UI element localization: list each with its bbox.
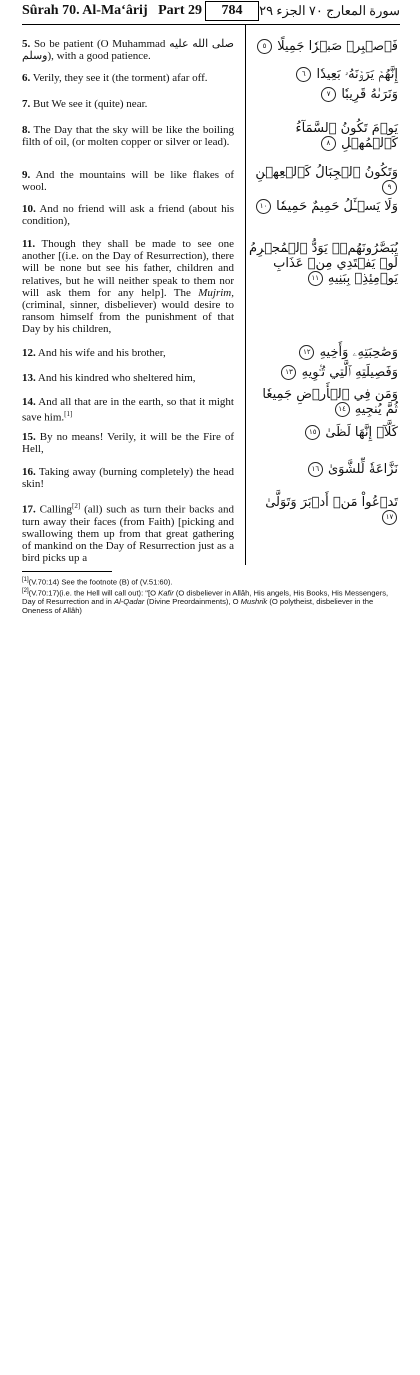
page	[22, 0, 400, 565]
verse-11: 11. Though they shall be made to see one another [(i.e. on the Day of Resurrection), there will be none but see his father, children and relatives, but he will neither speak to them nor will ask them for any help]. The Mujrim, (criminal, sinner, disbeliever) would desire to ransom himself from the punishment of that Day by his children,	[22, 238, 234, 336]
verse-17: 17. Calling[2] (all) such as turn their backs and turn away their faces (from Faith) [picking and swallowing them up from that great gathering of mankind on the Day of Resurrection just as a bird picks up a	[22, 502, 235, 565]
footnotes	[22, 576, 402, 615]
verse-14: 14. And all that are in the earth, so that it might save him.[1]	[22, 396, 234, 424]
arabic-verse-12: وَصَٰحِبَتِهِۦ وَأَخِيهِ ١٢	[248, 345, 398, 360]
verse-9: 9. And the mountains will be like flakes of wool.	[22, 169, 234, 194]
arabic-verse-15: كَلَّآۖ إِنَّهَا لَظَىٰ ١٥	[248, 425, 398, 440]
verse-end-mark: ١٦	[308, 462, 323, 477]
arabic-verse-10: وَلَا يَسۡـَٔلُ حَمِيمٌ حَمِيمٗا ١٠	[248, 199, 398, 214]
arabic-verse-6: إِنَّهُمۡ يَرَوۡنَهُۥ بَعِيدٗا ٦	[248, 67, 398, 82]
arabic-verse-16: نَزَّاعَةٗ لِّلشَّوَىٰ ١٦	[248, 462, 398, 477]
footnote-2: [2](V.70:17)(i.e. the Hell will call out): "[O Kafir (O disbeliever in Allâh, His angels, His Books, His Messengers, Day of Resurrection and in Al-Qadar (Divine Preordainments), O Mushrik (O polytheist, disbeliever in the Oneness of Allâh)	[22, 587, 389, 616]
arabic-verse-5: فَٱصۡبِرۡ صَبۡرٗا جَمِيلًا ٥	[248, 39, 398, 54]
verse-12: 12. And his wife and his brother,	[22, 347, 166, 359]
arabic-verse-13: وَفَصِيلَتِهِ ٱلَّتِي تُـٔۡوِيهِ ١٣	[248, 365, 398, 380]
verse-end-mark: ٦	[296, 67, 311, 82]
verse-7: 7. But We see it (quite) near.	[22, 98, 148, 110]
verse-13: 13. And his kindred who sheltered him,	[22, 372, 196, 384]
arabic-verse-14: وَمَن فِي ٱلۡأَرۡضِ جَمِيعٗا ثُمَّ يُنجِيهِ ١٤	[262, 387, 398, 417]
english-column	[22, 25, 246, 565]
surah-title	[22, 3, 202, 19]
verse-10: 10. And no friend will ask a friend (about his condition),	[22, 203, 234, 228]
arabic-verse-7: وَنَرَىٰهُ قَرِيبٗا ٧	[248, 87, 398, 102]
arabic-title: سورة المعارج ٧٠ الجزء ٢٩	[259, 3, 400, 18]
footnote-divider	[22, 571, 112, 572]
verse-16: 16. Taking away (burning completely) the head skin!	[22, 466, 234, 491]
verse-6: 6. Verily, they see it (the torment) afar off.	[22, 72, 208, 84]
verse-end-mark: ١٤	[335, 402, 350, 417]
verse-end-mark: ٥	[257, 39, 272, 54]
verse-end-mark: ١٣	[281, 365, 296, 380]
arabic-verse-17: تَدۡعُواْ مَنۡ أَدۡبَرَ وَتَوَلَّىٰ ١٧	[248, 495, 398, 525]
verse-5: 5. So be patient (O Muhammad صلى الله عليه وسلم), with a good patience.	[22, 38, 234, 63]
arabic-verse-9: وَتَكُونُ ٱلۡجِبَالُ كَٱلۡعِهۡنِ ٩	[248, 165, 398, 195]
verse-end-mark: ٩	[382, 180, 397, 195]
verse-15: 15. By no means! Verily, it will be the Fire of Hell,	[22, 431, 234, 456]
verse-end-mark: ١٢	[299, 345, 314, 360]
verse-end-mark: ١١	[308, 271, 323, 286]
verse-end-mark: ٧	[321, 87, 336, 102]
arabic-verse-8: يَوۡمَ تَكُونُ ٱلسَّمَآءُ كَٱلۡمُهۡلِ ٨	[295, 121, 398, 151]
arabic-column	[246, 25, 400, 565]
page-header	[22, 0, 400, 25]
verse-end-mark: ١٠	[256, 199, 271, 214]
verse-end-mark: ٨	[321, 136, 336, 151]
verse-8: 8. The Day that the sky will be like the boiling filth of oil, (or molten copper or silver or lead).	[22, 124, 234, 149]
verse-end-mark: ١٧	[382, 510, 397, 525]
page-number: 784	[205, 1, 259, 21]
verse-body	[22, 25, 400, 565]
part-label: Part 29	[158, 3, 203, 18]
arabic-verse-11: يُبَصَّرُونَهُمۡۚ يَوَدُّ ٱلۡمُجۡرِمُ لَوۡ يَفۡتَدِي مِنۡ عَذَابِ يَوۡمِئِذِۭ بِبَنِيهِ ١١	[248, 241, 398, 286]
surah-name: Sûrah 70. Al-Ma‘ârij	[22, 3, 148, 18]
verse-end-mark: ١٥	[305, 425, 320, 440]
footnote-1: [1](V.70:14) See the footnote (B) of (V.51:60).	[22, 577, 173, 587]
